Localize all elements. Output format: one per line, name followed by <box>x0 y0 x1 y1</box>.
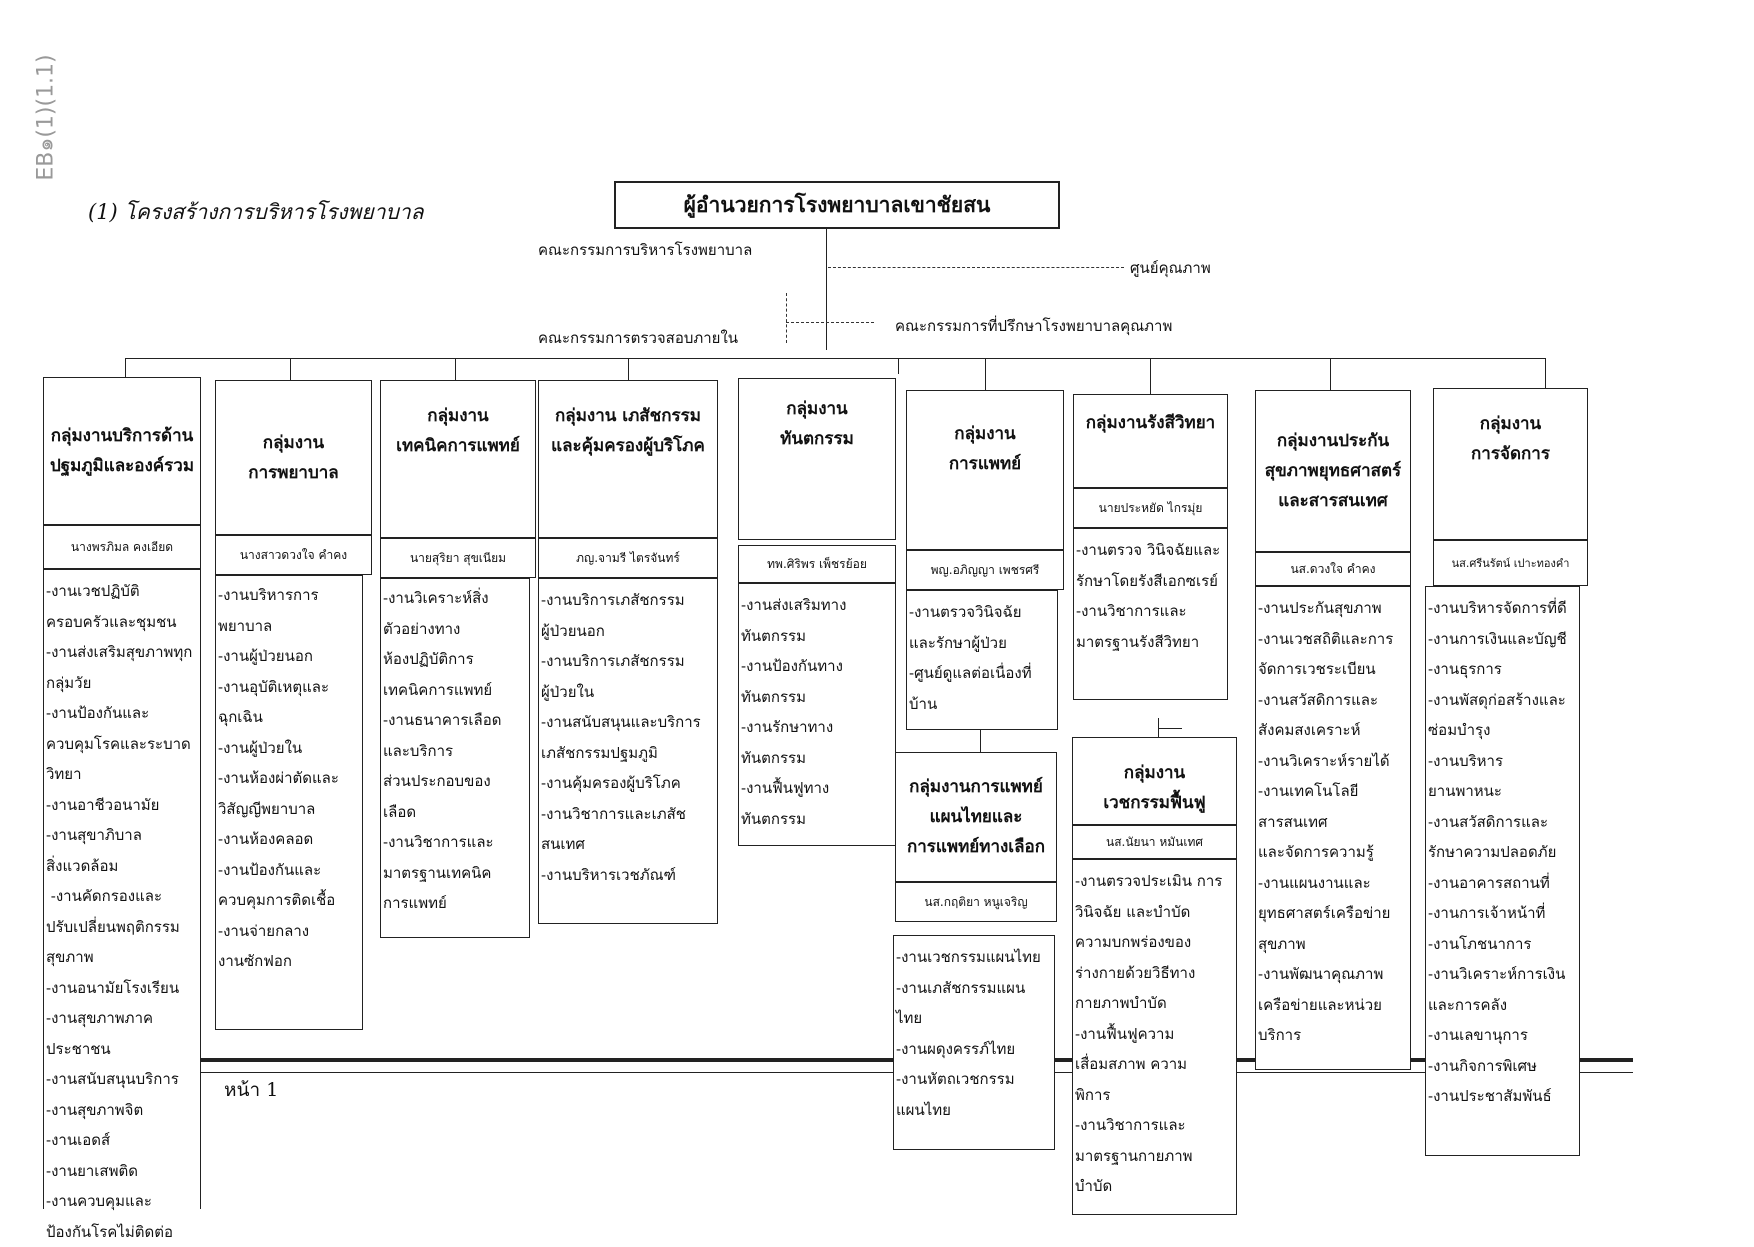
list-item: สารสนเทศ <box>1258 807 1393 838</box>
list-item: -งานวิชาการและเภสัช <box>541 799 701 830</box>
list-item: -งานเทคโนโลยี <box>1258 776 1393 807</box>
audit-dash-v <box>786 293 787 343</box>
list-item: มาตรฐานเทคนิค <box>383 858 501 889</box>
list-item: กายภาพบำบัด <box>1075 988 1222 1019</box>
list-item: ฉุกเฉิน <box>218 702 339 733</box>
list-item: เสื่อมสภาพ ความ <box>1075 1049 1222 1080</box>
list-item: ควบคุมโรคและระบาด <box>46 729 192 760</box>
list-item: -งานฟื้นฟูความ <box>1075 1019 1222 1050</box>
list-item: -งานบริการเภสัชกรรม <box>541 585 701 616</box>
list-item: -งานสุขาภิบาล <box>46 820 192 851</box>
drop-1 <box>290 358 291 380</box>
head-box <box>895 882 1057 922</box>
items-box <box>1072 859 1237 1215</box>
list-item: -งานเลขานุการ <box>1428 1020 1567 1051</box>
list-item: -งานโภชนาการ <box>1428 929 1567 960</box>
items-box <box>538 578 718 924</box>
list-item: มาตรฐานรังสีวิทยา <box>1076 627 1220 658</box>
head-box <box>215 535 372 575</box>
list-item: -งานสนับสนุนบริการ <box>46 1064 192 1095</box>
group-title: กลุ่มงาน การจัดการ <box>1434 389 1587 489</box>
list-item: -งานสนับสนุนและบริการ <box>541 707 701 738</box>
list-item: -งานป้องกันและ <box>218 855 339 886</box>
group-items <box>1258 593 1393 1051</box>
group-items <box>1428 593 1567 1112</box>
group-rehabilitation <box>1072 737 1237 825</box>
list-item: แผนไทย <box>896 1095 1041 1126</box>
group-title: กลุ่มงานประกัน สุขภาพยุทธศาสตร์ และสารสนเทศ <box>1256 391 1410 551</box>
items-box <box>1425 586 1580 1156</box>
list-item: กลุ่มวัย <box>46 668 192 699</box>
group-title: กลุ่มงาน ทันตกรรม <box>739 379 895 469</box>
list-item: และจัดการความรู้ <box>1258 837 1393 868</box>
list-item: พิการ <box>1075 1080 1222 1111</box>
list-item: -งานการเจ้าหน้าที่ <box>1428 898 1567 929</box>
list-item: วิทยา <box>46 759 192 790</box>
list-item: สังคมสงเคราะห์ <box>1258 715 1393 746</box>
list-item: ยานพาหนะ <box>1428 776 1567 807</box>
list-item: -งานคุ้มครองผู้บริโภค <box>541 768 701 799</box>
list-item: -งานประชาสัมพันธ์ <box>1428 1081 1567 1112</box>
list-item: สนเทศ <box>541 829 701 860</box>
group-head: นส.ศรีนรัตน์ เปาะทองคำ <box>1434 541 1587 585</box>
group-radiology <box>1073 394 1228 488</box>
list-item: -งานบริหารจัดการที่ดี <box>1428 593 1567 624</box>
list-item: -งานป้องกันและ <box>46 698 192 729</box>
drop-3 <box>628 358 629 380</box>
list-item: ซ่อมบำรุง <box>1428 715 1567 746</box>
group-items <box>741 590 846 834</box>
list-item: รักษาความปลอดภัย <box>1428 837 1567 868</box>
group-nursing <box>215 380 372 535</box>
group-primary-care <box>43 377 201 525</box>
group-title: กลุ่มงานรังสีวิทยา <box>1074 395 1227 451</box>
list-item: ทันตกรรม <box>741 621 846 652</box>
drop-0 <box>125 358 126 378</box>
list-item: -งานธนาคารเลือด <box>383 705 501 736</box>
group-items <box>383 583 501 919</box>
list-item: -งานอนามัยโรงเรียน <box>46 973 192 1004</box>
rehab-link <box>1158 728 1182 729</box>
list-item: ไทย <box>896 1003 1041 1034</box>
list-item: งานซักฟอก <box>218 946 339 977</box>
items-box <box>1073 528 1228 700</box>
list-item: -งานส่งเสริมทาง <box>741 590 846 621</box>
list-item: -งานตรวจวินิจฉัย <box>909 597 1032 628</box>
list-item: -งานบริการเภสัชกรรม <box>541 646 701 677</box>
group-head: นางสาวดวงใจ คำคง <box>216 536 371 574</box>
list-item: ส่วนประกอบของ <box>383 766 501 797</box>
list-item: -ศูนย์ดูแลต่อเนื่องที่ <box>909 658 1032 689</box>
head-box <box>1072 825 1237 859</box>
group-title: กลุ่มงาน การแพทย์ <box>907 391 1063 507</box>
list-item: -งานควบคุมและ <box>46 1186 192 1217</box>
director-stem <box>826 229 827 350</box>
group-head: นางพรภิมล คงเอียด <box>44 526 200 568</box>
list-item: -งานรักษาทาง <box>741 712 846 743</box>
director-box <box>614 181 1060 229</box>
quality-center-label: ศูนย์คุณภาพ <box>1130 256 1211 280</box>
list-item: -งานส่งเสริมสุขภาพทุก <box>46 637 192 668</box>
list-item: -งานผดุงครรภ์ไทย <box>896 1034 1041 1065</box>
group-head: พญ.อภิญญา เพชรศรี <box>907 551 1063 589</box>
items-box <box>738 583 896 846</box>
list-item: -งานกิจการพิเศษ <box>1428 1051 1567 1082</box>
drop-5 <box>985 358 986 390</box>
list-item: สุขภาพ <box>46 942 192 973</box>
head-box <box>1433 540 1588 586</box>
head-box <box>43 525 201 569</box>
group-management <box>1433 388 1588 540</box>
drop-8 <box>1545 358 1546 388</box>
group-head: นายสุริยา สุขเนียม <box>381 539 535 577</box>
list-item: มาตรฐานกายภาพ <box>1075 1141 1222 1172</box>
group-items <box>896 942 1041 1125</box>
list-item: รักษาโดยรังสีเอกซเรย์ <box>1076 566 1220 597</box>
group-thai-medicine <box>895 752 1057 882</box>
list-item: -งานแผนงานและ <box>1258 868 1393 899</box>
list-item: -งานอาชีวอนามัย <box>46 790 192 821</box>
list-item: ประชาชน <box>46 1034 192 1065</box>
group-title: กลุ่มงาน เภสัชกรรม และคุ้มครองผู้บริโภค <box>539 381 717 481</box>
list-item: และรักษาผู้ป่วย <box>909 628 1032 659</box>
advisory-committee-label: คณะกรรมการที่ปรึกษาโรงพยาบาลคุณภาพ <box>895 314 1172 338</box>
head-box <box>738 545 896 583</box>
list-item: ยุทธศาสตร์เครือข่าย <box>1258 898 1393 929</box>
list-item: -งานห้องผ่าตัดและ <box>218 763 339 794</box>
director-title: ผู้อำนวยการโรงพยาบาลเขาชัยสน <box>616 183 1058 227</box>
audit-committee-label: คณะกรรมการตรวจสอบภายใน <box>538 326 738 350</box>
list-item: -งานวิชาการและ <box>1076 596 1220 627</box>
list-item: ครอบครัวและชุมชน <box>46 607 192 638</box>
list-item: -งานประกันสุขภาพ <box>1258 593 1393 624</box>
head-box <box>380 538 536 578</box>
list-item: -งานพัสดุก่อสร้างและ <box>1428 685 1567 716</box>
list-item: บำบัด <box>1075 1171 1222 1202</box>
group-items <box>1076 535 1220 657</box>
list-item: และบริการ <box>383 736 501 767</box>
list-item: -งานห้องคลอด <box>218 824 339 855</box>
list-item: -งานเภสัชกรรมแผน <box>896 973 1041 1004</box>
list-item: -งานยาเสพติด <box>46 1156 192 1187</box>
group-items <box>218 580 339 977</box>
group-items <box>46 576 192 1247</box>
list-item: -งานหัตถเวชกรรม <box>896 1064 1041 1095</box>
drop-4 <box>898 358 899 374</box>
group-insurance-strategy <box>1255 390 1411 552</box>
group-head: ภญ.จามรี ไตรจันทร์ <box>539 539 717 577</box>
list-item: ป้องกันโรคไม่ติดต่อ <box>46 1217 192 1247</box>
list-item: -งานคัดกรองและ <box>46 881 192 912</box>
group-dental <box>738 378 896 540</box>
drop-6 <box>1150 358 1151 394</box>
group-title: กลุ่มงาน เวชกรรมฟื้นฟู <box>1073 738 1236 838</box>
list-item: ผู้ป่วยใน <box>541 677 701 708</box>
list-item: สิ่งแวดล้อม <box>46 851 192 882</box>
group-medtech <box>380 380 536 538</box>
group-items <box>909 597 1032 719</box>
list-item: -งานวิชาการและ <box>1075 1110 1222 1141</box>
list-item: ตัวอย่างทาง <box>383 614 501 645</box>
list-item: ทันตกรรม <box>741 804 846 835</box>
list-item: ความบกพร่องของ <box>1075 927 1222 958</box>
list-item: ร่างกายด้วยวิธีทาง <box>1075 958 1222 989</box>
list-item: -งานเอดส์ <box>46 1125 192 1156</box>
list-item: ควบคุมการติดเชื้อ <box>218 885 339 916</box>
list-item: วิสัญญีพยาบาล <box>218 794 339 825</box>
list-item: -งานพัฒนาคุณภาพ <box>1258 959 1393 990</box>
list-item: ผู้ป่วยนอก <box>541 616 701 647</box>
list-item: -งานบริหาร <box>1428 746 1567 777</box>
margin-note: EB๑(1)(1.1) <box>28 54 63 180</box>
top-bus <box>125 358 1545 359</box>
list-item: บริการ <box>1258 1020 1393 1051</box>
list-item: พยาบาล <box>218 611 339 642</box>
list-item: เทคนิคการแพทย์ <box>383 675 501 706</box>
group-medical <box>906 390 1064 550</box>
items-box <box>43 569 201 1209</box>
list-item: -งานบริหารเวชภัณฑ์ <box>541 860 701 891</box>
group-title: กลุ่มงานบริการด้าน ปฐมภูมิและองค์รวม <box>44 378 200 524</box>
list-item: และการคลัง <box>1428 990 1567 1021</box>
list-item: -งานการเงินและบัญชี <box>1428 624 1567 655</box>
head-box <box>1255 552 1411 586</box>
list-item: เลือด <box>383 797 501 828</box>
list-item: ปรับเปลี่ยนพฤติกรรม <box>46 912 192 943</box>
list-item: -งานผู้ป่วยนอก <box>218 641 339 672</box>
list-item: -งานจ่ายกลาง <box>218 916 339 947</box>
list-item: -งานเวชปฏิบัติ <box>46 576 192 607</box>
head-box <box>538 538 718 578</box>
items-box <box>215 575 363 1030</box>
list-item: -งานวิชาการและ <box>383 827 501 858</box>
group-head: นส.ดวงใจ คำคง <box>1256 553 1410 585</box>
group-head: นส.นัยนา หมันเทศ <box>1073 826 1236 858</box>
group-pharmacy <box>538 380 718 538</box>
advisory-dash <box>786 322 874 323</box>
items-box <box>380 578 530 938</box>
list-item: -งานอุบัติเหตุและ <box>218 672 339 703</box>
group-title: กลุ่มงานการแพทย์ แผนไทยและ การแพทย์ทางเลือก <box>896 753 1056 881</box>
list-item: -งานเวชสถิติและการ <box>1258 624 1393 655</box>
list-item: -งานวิเคราะห์สิ่ง <box>383 583 501 614</box>
list-item: -งานสุขภาพจิต <box>46 1095 192 1126</box>
list-item: -งานป้องกันทาง <box>741 651 846 682</box>
list-item: ทันตกรรม <box>741 682 846 713</box>
list-item: -งานอาคารสถานที่ <box>1428 868 1567 899</box>
list-item: -งานผู้ป่วยใน <box>218 733 339 764</box>
list-item: เภสัชกรรมปฐมภูมิ <box>541 738 701 769</box>
admin-committee-label: คณะกรรมการบริหารโรงพยาบาล <box>538 238 752 262</box>
page-number: หน้า 1 <box>224 1075 278 1105</box>
head-box <box>906 550 1064 590</box>
head-box <box>1073 488 1228 528</box>
list-item: -งานสวัสดิการและ <box>1428 807 1567 838</box>
items-box <box>893 935 1055 1150</box>
list-item: -งานวิเคราะห์การเงิน <box>1428 959 1567 990</box>
quality-dash <box>828 267 1124 268</box>
list-item: -งานฟื้นฟูทาง <box>741 773 846 804</box>
drop-2 <box>455 358 456 380</box>
items-box <box>1255 586 1411 1070</box>
drop-7 <box>1330 358 1331 390</box>
list-item: -งานบริหารการ <box>218 580 339 611</box>
list-item: -งานธุรการ <box>1428 654 1567 685</box>
page-title: (1) โครงสร้างการบริหารโรงพยาบาล <box>88 196 423 229</box>
list-item: เครือข่ายและหน่วย <box>1258 990 1393 1021</box>
list-item: -งานตรวจประเมิน การ <box>1075 866 1222 897</box>
items-box <box>906 590 1058 730</box>
group-head: นส.กฤติยา หนูเจริญ <box>896 883 1056 921</box>
list-item: วินิจฉัย และบำบัด <box>1075 897 1222 928</box>
list-item: -งานวิเคราะห์รายได้ <box>1258 746 1393 777</box>
group-items <box>1075 866 1222 1202</box>
list-item: ทันตกรรม <box>741 743 846 774</box>
group-items <box>541 585 701 890</box>
group-title: กลุ่มงาน การพยาบาล <box>216 381 371 534</box>
list-item: -งานตรวจ วินิจฉัยและ <box>1076 535 1220 566</box>
list-item: -งานสวัสดิการและ <box>1258 685 1393 716</box>
list-item: -งานเวชกรรมแผนไทย <box>896 942 1041 973</box>
list-item: ห้องปฏิบัติการ <box>383 644 501 675</box>
list-item: บ้าน <box>909 689 1032 720</box>
group-head: ทพ.ศิริพร เพ็ชรย้อย <box>739 546 895 582</box>
group-title: กลุ่มงาน เทคนิคการแพทย์ <box>381 381 535 481</box>
list-item: -งานสุขภาพภาค <box>46 1003 192 1034</box>
drop-9 <box>980 730 981 752</box>
list-item: การแพทย์ <box>383 888 501 919</box>
list-item: จัดการเวชระเบียน <box>1258 654 1393 685</box>
group-head: นายประหยัด ไกรมุ่ย <box>1074 489 1227 527</box>
list-item: สุขภาพ <box>1258 929 1393 960</box>
